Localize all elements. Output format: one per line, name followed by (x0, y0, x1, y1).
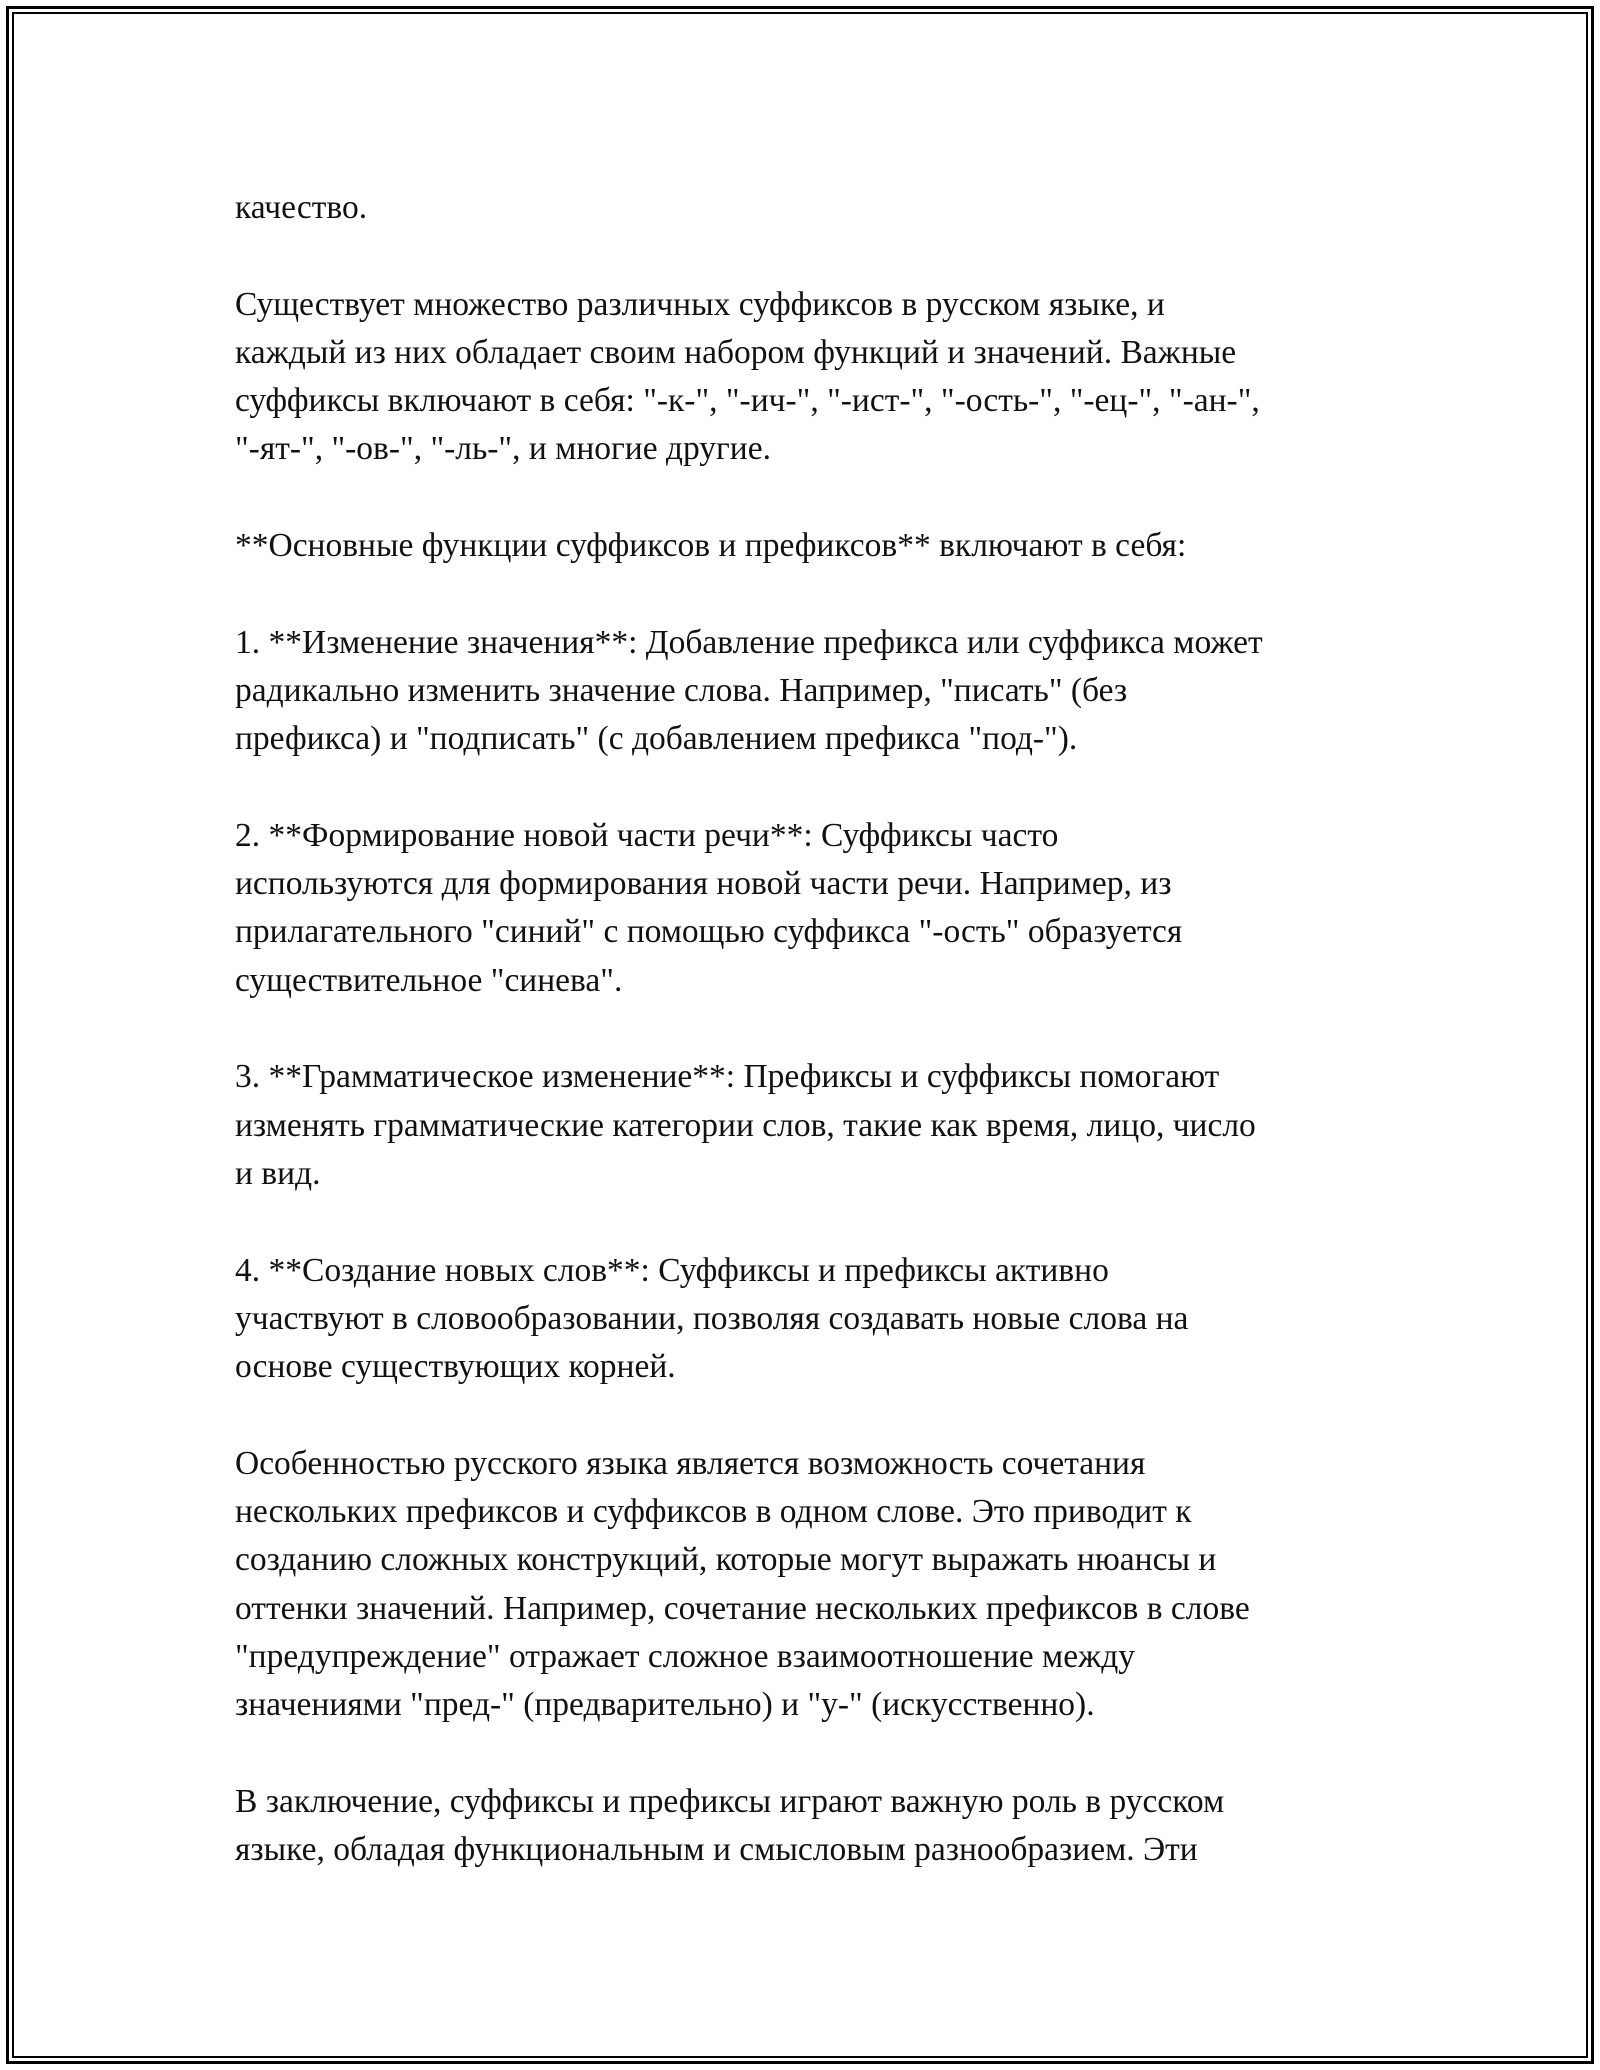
text-line: значениями "пред-" (предварительно) и "у-" (искусственно). (235, 1686, 1095, 1724)
text-line: радикально изменить значение слова. Например, "писать" (без (235, 671, 1128, 709)
text-line: изменять грамматические категории слов, такие как время, лицо, число (235, 1106, 1256, 1144)
text-line: каждый из них обладает своим набором функций и значений. Важные (235, 333, 1237, 371)
paragraph-5 (235, 812, 1375, 1005)
paragraph-2 (235, 281, 1375, 474)
paragraph-3 (235, 522, 1375, 570)
paragraph-7 (235, 1247, 1375, 1392)
text-line: 4. **Создание новых слов**: Суффиксы и префиксы активно (235, 1251, 1109, 1289)
text-line: 1. **Изменение значения**: Добавление префикса или суффикса может (235, 623, 1263, 661)
text-line: Существует множество различных суффиксов в русском языке, и (235, 285, 1165, 323)
text-line: созданию сложных конструкций, которые могут выражать нюансы и (235, 1541, 1217, 1579)
text-line: прилагательного "синий" с помощью суффикса "-ость" образуется (235, 913, 1183, 951)
document-body (235, 184, 1375, 1874)
text-line: и вид. (235, 1154, 321, 1192)
text-line: оттенки значений. Например, сочетание нескольких префиксов в слове (235, 1589, 1250, 1627)
text-line: "-ят-", "-ов-", "-ль-", и многие другие. (235, 430, 771, 468)
text-line: 2. **Формирование новой части речи**: Суффиксы часто (235, 816, 1059, 854)
paragraph-8 (235, 1440, 1375, 1730)
text-line: "предупреждение" отражает сложное взаимоотношение между (235, 1637, 1136, 1675)
text-line: Особенностью русского языка является возможность сочетания (235, 1444, 1146, 1482)
text-line: В заключение, суффиксы и префиксы играют важную роль в русском (235, 1782, 1225, 1820)
paragraph-6 (235, 1053, 1375, 1198)
paragraph-9 (235, 1778, 1375, 1875)
text-line: нескольких префиксов и суффиксов в одном слове. Это приводит к (235, 1493, 1192, 1531)
text-line: участвуют в словообразовании, позволяя создавать новые слова на (235, 1299, 1189, 1337)
text-line: **Основные функции суффиксов и префиксов** включают в себя: (235, 527, 1187, 565)
text-line: основе существующих корней. (235, 1348, 676, 1386)
text-line: префикса) и "подписать" (с добавлением префикса "под-"). (235, 720, 1078, 758)
text-line: 3. **Грамматическое изменение**: Префиксы и суффиксы помогают (235, 1058, 1220, 1096)
paragraph-4 (235, 619, 1375, 764)
paragraph-1 (235, 184, 1375, 232)
text-line: используются для формирования новой части речи. Например, из (235, 865, 1172, 903)
text-line: суффиксы включают в себя: "-к-", "-ич-", "-ист-", "-ость-", "-ец-", "-ан-", (235, 382, 1260, 420)
text-line: существительное "синева". (235, 961, 623, 999)
text-line: качество. (235, 189, 368, 226)
text-line: языке, обладая функциональным и смысловым разнообразием. Эти (235, 1831, 1198, 1869)
